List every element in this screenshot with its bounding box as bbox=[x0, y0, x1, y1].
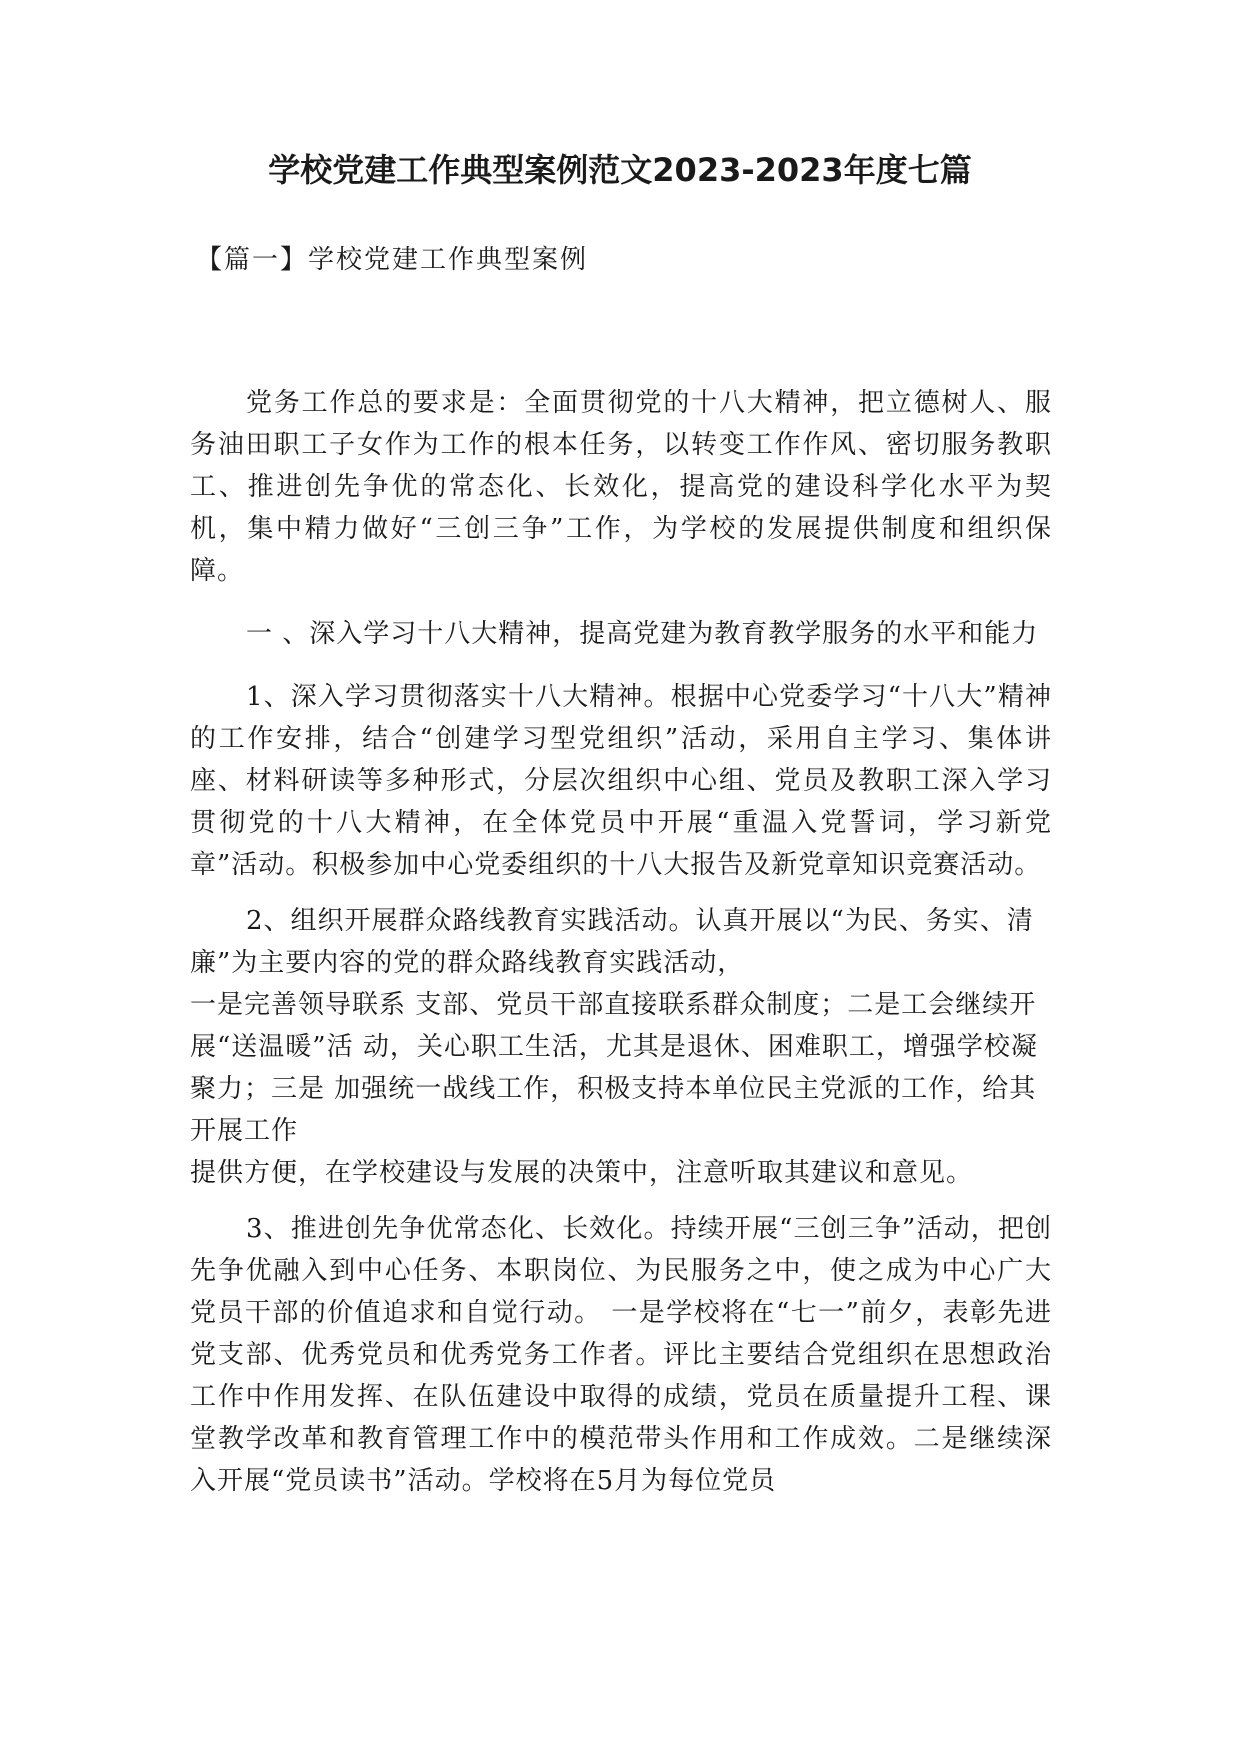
paragraph-item-3-measures: 一是学校将在“七一”前夕，表彰先进党支部、优秀党员和优秀党务工作者。评比主要结合党组织在思想政治工作中作用发挥、在队伍建设中取得的成绩，党员在质量提升工程、课堂教学改革和教育管理工作中的模范带头作用和工作成效。二是继续深入开展“党员读书”活动。学校将在5月为每位党员 bbox=[190, 1298, 1052, 1496]
document-body bbox=[190, 382, 1052, 1502]
paragraph-heading-one: 一 、深入学习十八大精神，提高党建为教育教学服务的水平和能力 bbox=[246, 619, 1039, 649]
paragraph-item-2 bbox=[190, 900, 1052, 1194]
paragraph-item-2-lead: 2、组织开展群众路线教育实践活动。认真开展以“为民、务实、清廉”为主要内容的党的群众路线教育实践活动， bbox=[190, 906, 1034, 978]
document-title: 学校党建工作典型案例范文2023-2023年度七篇 bbox=[268, 151, 972, 189]
paragraph-item-2-measures: 一是完善领导联系 支部、党员干部直接联系群众制度；二是工会继续开展“送温暖”活 动，关心职工生活，尤其是退休、困难职工，增强学校凝聚力；三是 加强统一战线工作，积极支持本单位民主党派的工作，给其开展工作 bbox=[190, 990, 1038, 1146]
paragraph-intro: 党务工作总的要求是：全面贯彻党的十八大精神，把立德树人、服务油田职工子女作为工作的根本任务，以转变工作作风、密切服务教职工、推进创先争优的常态化、长效化，提高党的建设科学化水平为契机，集中精力做好“三创三争”工作，为学校的发展提供制度和组织保障。 bbox=[190, 388, 1052, 586]
section-heading: 【篇一】学校党建工作典型案例 bbox=[196, 245, 589, 275]
paragraph-item-1: 1、深入学习贯彻落实十八大精神。根据中心党委学习“十八大”精神的工作安排，结合“创建学习型党组织”活动，采用自主学习、集体讲座、材料研读等多种形式，分层次组织中心组、党员及教职工深入学习贯彻党的十八大精神，在全体党员中开展“重温入党誓词，学习新党章”活动。积极参加中心党委组织的十八大报告及新党章知识竞赛活动。 bbox=[190, 682, 1052, 880]
paragraph-item-3-lead: 3、推进创先争优常态化、长效化。持续开展“三创三争”活动，把创先争优融入到中心任务、本职岗位、为民服务之中，使之成为中心广大党员干部的价值追求和自觉行动。 bbox=[190, 1214, 1052, 1328]
paragraph-item-3 bbox=[190, 1208, 1052, 1502]
paragraph-item-2-closing: 提供方便，在学校建设与发展的决策中，注意听取其建议和意见。 bbox=[190, 1158, 974, 1188]
